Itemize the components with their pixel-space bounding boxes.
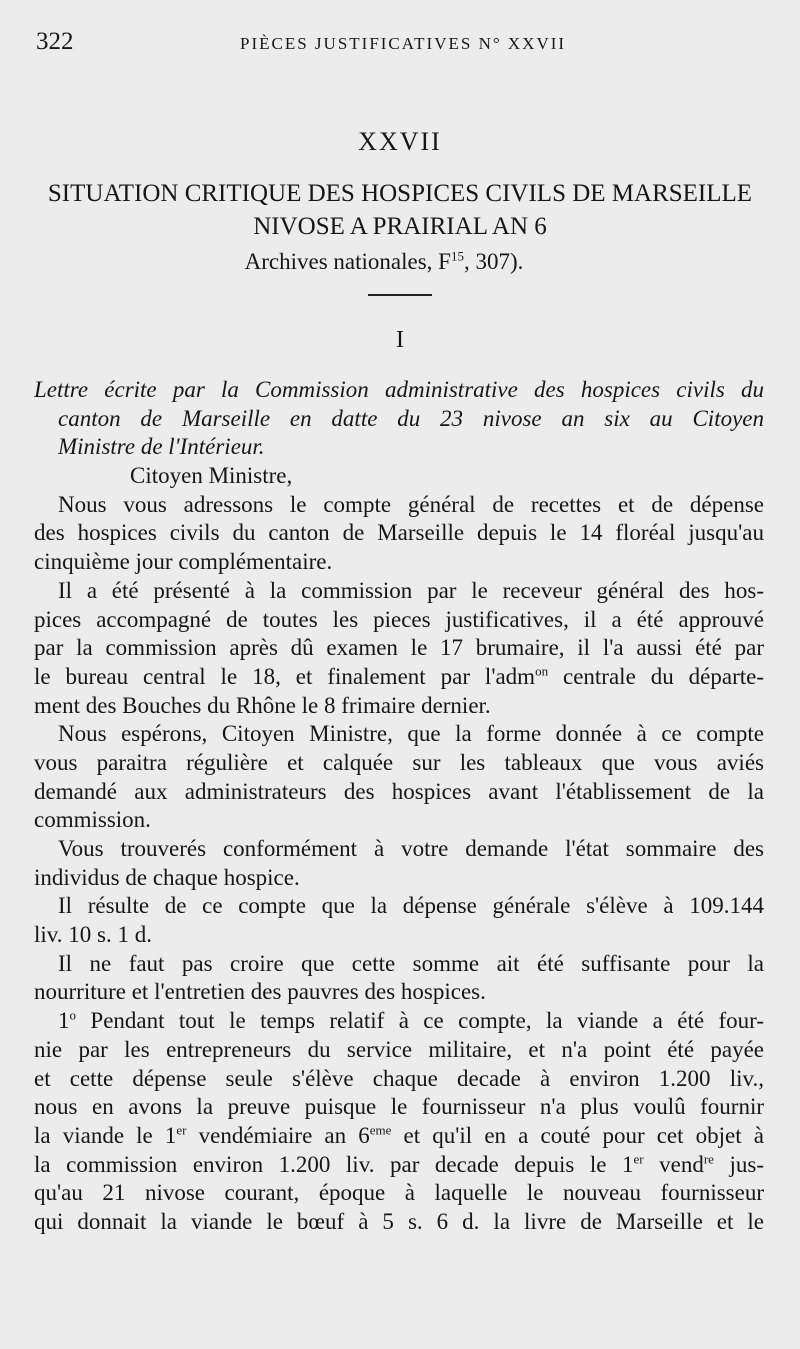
line-text: nie par les entrepreneurs du service militaire, et n'a point été payée [34,1036,764,1062]
line-text: vendémiaire an 6 [186,1122,370,1148]
line-text: Nous espérons, Citoyen Ministre, que la forme donnée à ce compte [58,721,764,747]
body-line [34,692,764,721]
body-line [34,1007,764,1036]
line-text: nous en avons la preuve puisque le fournisseur n'a plus voulû fournir [34,1094,764,1120]
line-text: vous paraitra régulière et calquée sur les tableaux que vous aviés [34,749,764,775]
body-line [34,1122,764,1151]
line-text: pices accompagné de toutes les pieces justificatives, il a été approuvé [34,606,764,632]
body-line [34,1179,764,1208]
body-line [34,1208,764,1237]
line-text: liv. 10 s. 1 d. [34,922,152,948]
page-number: 322 [36,28,74,55]
superscript: er [633,1150,644,1166]
section-number: XXVII [358,127,442,156]
running-title: PIÈCES JUSTIFICATIVES N° XXVII [240,34,567,53]
body-line [34,864,764,893]
line-text: ment des Bouches du Rhône le 8 frimaire dernier. [34,692,491,718]
body-line [34,1151,764,1180]
body-line [34,548,764,577]
body-line [34,663,764,692]
archive-source-end: , 307). [463,249,524,274]
body-line [34,577,764,606]
body-line [34,1036,764,1065]
superscript: eme [369,1122,392,1138]
salutation: Citoyen Ministre, [130,463,293,489]
line-text: Pendant tout le temps relatif à ce compte, la viande a été four- [76,1008,764,1034]
body-text [34,491,764,1237]
line-text: commission. [34,807,151,833]
line-text: vend [643,1151,704,1177]
line-text: centrale du départe- [548,663,764,689]
section-title-line-2: NIVOSE A PRAIRIAL AN 6 [253,213,547,240]
letter-body [34,376,764,1237]
line-text: Nous vous adressons le compte général de recettes et de dépense [58,491,764,517]
section-title-line-1: SITUATION CRITIQUE DES HOSPICES CIVILS DE MARSEILLE [47,180,753,207]
body-line [34,806,764,835]
body-line [34,778,764,807]
line-text: la viande le 1 [34,1122,177,1148]
body-line [34,519,764,548]
archive-source-text: Archives nationales, F [244,249,451,274]
line-text: Vous trouverés conformément à votre demande l'état sommaire des [58,836,764,861]
line-text: par la commission après dû examen le 17 brumaire, il l'a aussi été par [34,635,764,661]
line-text: le bureau central le 18, et finalement par l'adm [34,663,536,689]
body-line [34,634,764,663]
line-text: Il a été présenté à la commission par le receveur général des hos- [58,577,764,603]
body-line [34,950,764,979]
superscript: re [703,1150,714,1166]
line-text: qui donnait la viande le bœuf à 5 s. 6 d. la livre de Marseille et le [34,1208,764,1234]
line-text: des hospices civils du canton de Marseille depuis le 14 floréal jusqu'au [34,520,764,546]
line-text: jus- [713,1151,764,1177]
line-text: demandé aux administrateurs des hospices avant l'établissement de la [34,778,764,804]
letter-heading-line: Ministre de l'Intérieur. [58,434,265,460]
body-line [34,491,764,520]
body-line [34,978,764,1007]
archive-source-sup: 15 [450,248,464,264]
body-line [34,835,764,864]
line-text: individus de chaque hospice. [34,864,300,890]
body-line [34,749,764,778]
line-text: la commission environ 1.200 liv. par decade depuis le 1 [34,1151,634,1177]
body-line [34,1093,764,1122]
subsection-number: I [396,327,404,353]
line-text: nourriture et l'entretien des pauvres des hospices. [34,979,486,1005]
body-line [34,720,764,749]
body-line [34,606,764,635]
letter-heading-line: Lettre écrite par la Commission administrative des hospices civils du [34,377,764,402]
superscript: er [176,1122,187,1138]
body-line [34,1065,764,1094]
superscript: on [535,663,549,679]
line-text: qu'au 21 nivose courant, époque à laquelle le nouveau fournisseur [34,1180,764,1206]
line-text: Il ne faut pas croire que cette somme ait été suffisante pour la [58,950,764,976]
body-line [34,892,764,921]
line-text: 1 [58,1008,70,1034]
line-text: et qu'il en a couté pour cet objet à [391,1122,764,1148]
superscript: o [69,1007,76,1023]
line-text: Il résulte de ce compte que la dépense générale s'élève à 109.144 [58,893,764,919]
body-line [34,921,764,950]
line-text: cinquième jour complémentaire. [34,549,333,575]
line-text: et cette dépense seule s'élève chaque decade à environ 1.200 liv., [34,1065,764,1091]
archive-source [0,249,784,275]
separator-rule [368,294,432,296]
letter-heading-line: canton de Marseille en datte du 23 nivose an six au Citoyen [58,405,764,431]
